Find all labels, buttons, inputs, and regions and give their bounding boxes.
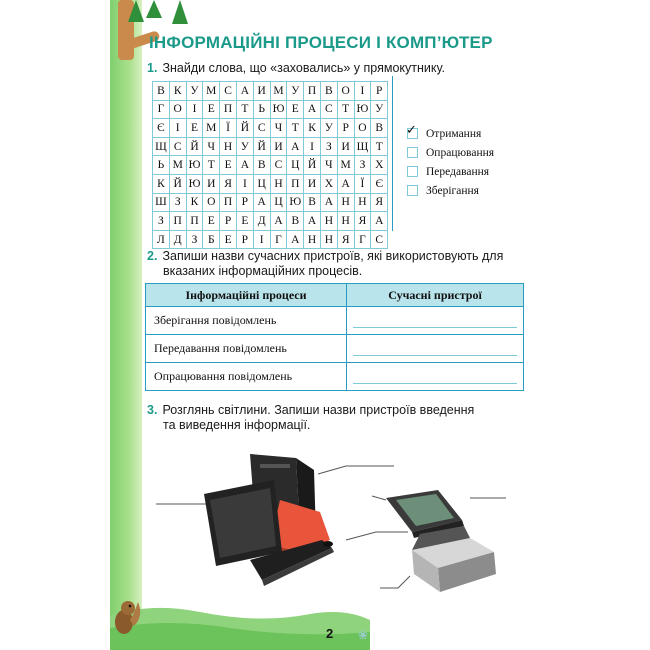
grid-letter-cell[interactable]: А — [287, 137, 304, 156]
letter-grid — [152, 81, 388, 249]
grid-letter-cell[interactable]: И — [304, 174, 321, 193]
grid-letter-cell[interactable]: Р — [236, 230, 253, 249]
grid-letter-cell[interactable]: Ю — [186, 156, 203, 175]
grid-letter-cell[interactable]: С — [270, 156, 287, 175]
grid-letter-cell[interactable]: У — [320, 119, 337, 138]
checkbox[interactable] — [407, 166, 418, 177]
grid-letter-cell[interactable]: М — [203, 82, 220, 101]
grid-letter-cell[interactable]: І — [304, 137, 321, 156]
checkmark-icon: ✓ — [406, 123, 417, 138]
grid-letter-cell[interactable]: Х — [371, 156, 388, 175]
grid-letter-cell[interactable]: К — [304, 119, 321, 138]
grid-letter-cell[interactable]: В — [253, 156, 270, 175]
grid-letter-cell[interactable]: О — [337, 82, 354, 101]
grid-letter-cell[interactable]: Ц — [287, 156, 304, 175]
grid-letter-cell[interactable]: Р — [236, 193, 253, 212]
grid-row — [153, 100, 388, 119]
grid-letter-cell[interactable]: Н — [337, 212, 354, 231]
grid-letter-cell[interactable]: Р — [337, 119, 354, 138]
grid-row — [153, 212, 388, 231]
grid-letter-cell[interactable]: З — [186, 230, 203, 249]
device-answer-field[interactable] — [347, 335, 524, 363]
monitor-icon — [204, 480, 282, 566]
grid-letter-cell[interactable]: Л — [153, 230, 170, 249]
processes-table — [145, 283, 524, 391]
grid-letter-cell[interactable]: Я — [220, 174, 237, 193]
grid-letter-cell[interactable]: П — [186, 212, 203, 231]
grid-letter-cell[interactable]: Ч — [270, 119, 287, 138]
fir-tree-icon — [146, 0, 162, 18]
grid-letter-cell[interactable]: У — [236, 137, 253, 156]
grid-letter-cell[interactable]: В — [320, 82, 337, 101]
grid-letter-cell[interactable]: У — [186, 82, 203, 101]
mouse-icon — [323, 541, 333, 547]
grid-letter-cell[interactable]: Є — [153, 119, 170, 138]
answer-line[interactable] — [346, 532, 408, 540]
grid-letter-cell[interactable]: В — [371, 119, 388, 138]
grid-letter-cell[interactable]: Г — [354, 230, 371, 249]
grid-letter-cell[interactable]: О — [354, 119, 371, 138]
grid-letter-cell[interactable]: К — [169, 82, 186, 101]
grid-letter-cell[interactable]: І — [236, 174, 253, 193]
process-cell: Зберігання повідомлень — [146, 307, 347, 335]
grid-letter-cell[interactable]: З — [354, 156, 371, 175]
grid-letter-cell[interactable]: Є — [371, 174, 388, 193]
grid-row — [153, 193, 388, 212]
grid-row — [153, 119, 388, 138]
grid-letter-cell[interactable]: А — [236, 82, 253, 101]
grid-letter-cell[interactable]: Р — [371, 82, 388, 101]
task-number: 2. — [147, 249, 158, 263]
printer-icon — [412, 526, 496, 592]
swirl-ornament-icon: ❀ — [358, 628, 369, 642]
task-3-instruction — [147, 403, 474, 433]
grid-letter-cell[interactable]: С — [371, 230, 388, 249]
task-text: Знайди слова, що «заховались» у прямокутнику. — [162, 61, 445, 75]
grid-letter-cell[interactable]: Я — [337, 230, 354, 249]
grid-letter-cell[interactable]: Ю — [186, 174, 203, 193]
answer-checklist — [407, 124, 494, 200]
grid-letter-cell[interactable]: В — [304, 193, 321, 212]
column-header: Інформаційні процеси — [146, 284, 347, 307]
grid-letter-cell[interactable]: А — [371, 212, 388, 231]
grid-letter-cell[interactable]: И — [337, 137, 354, 156]
task-text-line-1: Запиши назви сучасних пристроїв, які використовують для — [162, 249, 504, 263]
table-row — [146, 363, 524, 391]
grid-letter-cell[interactable]: А — [236, 156, 253, 175]
grid-letter-cell[interactable]: Е — [220, 230, 237, 249]
grid-letter-cell[interactable]: А — [287, 230, 304, 249]
grid-letter-cell[interactable]: Й — [169, 174, 186, 193]
grid-letter-cell[interactable]: Н — [304, 230, 321, 249]
answer-line[interactable] — [380, 576, 410, 588]
grid-letter-cell[interactable]: Г — [153, 100, 170, 119]
grid-letter-cell[interactable]: І — [253, 230, 270, 249]
grid-letter-cell[interactable]: В — [153, 82, 170, 101]
grid-letter-cell[interactable]: П — [169, 212, 186, 231]
grid-letter-cell[interactable]: Р — [220, 212, 237, 231]
grid-letter-cell[interactable]: С — [253, 119, 270, 138]
column-header: Сучасні пристрої — [347, 284, 524, 307]
grid-letter-cell[interactable]: Т — [236, 100, 253, 119]
grid-letter-cell[interactable]: З — [153, 212, 170, 231]
grid-letter-cell[interactable]: Т — [371, 137, 388, 156]
grid-letter-cell[interactable]: М — [203, 119, 220, 138]
page-title: ІНФОРМАЦІЙНІ ПРОЦЕСИ І КОМП’ЮТЕР — [149, 33, 493, 52]
fir-tree-icon — [128, 0, 144, 22]
task-text-line-2: вказаних інформаційних процесів. — [163, 264, 363, 278]
grid-letter-cell[interactable]: Е — [236, 212, 253, 231]
grid-letter-cell[interactable]: Т — [203, 156, 220, 175]
checkbox[interactable] — [407, 185, 418, 196]
grid-letter-cell[interactable]: А — [320, 193, 337, 212]
decorative-green-band — [110, 0, 142, 650]
grid-letter-cell[interactable]: Ц — [253, 174, 270, 193]
grid-letter-cell[interactable]: Я — [371, 193, 388, 212]
checklist-label: Отримання — [426, 127, 482, 140]
grid-letter-cell[interactable]: Н — [337, 193, 354, 212]
grid-letter-cell[interactable]: Ц — [270, 193, 287, 212]
grid-letter-cell[interactable]: А — [304, 212, 321, 231]
fir-tree-icon — [172, 0, 188, 24]
task-text-line-1: Розглянь світлини. Запиши назви пристроїв введення — [162, 403, 475, 417]
devices-illustration — [150, 440, 530, 600]
grid-letter-cell[interactable]: Х — [320, 174, 337, 193]
checklist-label: Зберігання — [426, 184, 479, 197]
table-row — [146, 307, 524, 335]
grid-row — [153, 82, 388, 101]
device-answer-field[interactable] — [347, 363, 524, 391]
checkbox[interactable] — [406, 123, 418, 139]
task-text-line-2: та виведення інформації. — [163, 418, 311, 432]
grid-row — [153, 156, 388, 175]
grid-letter-cell[interactable]: Е — [287, 100, 304, 119]
grid-letter-cell[interactable]: Н — [320, 230, 337, 249]
grid-letter-cell[interactable]: Й — [253, 137, 270, 156]
grid-letter-cell[interactable]: Ї — [354, 174, 371, 193]
grid-letter-cell[interactable]: З — [169, 193, 186, 212]
grid-letter-cell[interactable]: Т — [337, 100, 354, 119]
grid-letter-cell[interactable]: У — [287, 82, 304, 101]
grid-letter-cell[interactable]: Е — [203, 100, 220, 119]
checklist-item — [407, 124, 494, 143]
grid-letter-cell[interactable]: К — [186, 193, 203, 212]
grid-letter-cell[interactable]: Я — [354, 212, 371, 231]
grid-letter-cell[interactable]: И — [270, 137, 287, 156]
grid-letter-cell[interactable]: Н — [354, 193, 371, 212]
grid-row — [153, 137, 388, 156]
grid-letter-cell[interactable]: О — [169, 100, 186, 119]
grid-row — [153, 174, 388, 193]
grid-letter-cell[interactable]: Н — [320, 212, 337, 231]
table-row — [146, 335, 524, 363]
grid-letter-cell[interactable]: А — [304, 100, 321, 119]
grid-letter-cell[interactable]: Н — [220, 137, 237, 156]
grid-letter-cell[interactable]: Д — [253, 212, 270, 231]
checklist-item — [407, 143, 494, 162]
grid-letter-cell[interactable]: О — [203, 193, 220, 212]
grid-letter-cell[interactable]: С — [220, 82, 237, 101]
grid-letter-cell[interactable]: А — [270, 212, 287, 231]
grid-row — [153, 230, 388, 249]
page-number: 2 — [326, 626, 334, 641]
task-2-instruction — [147, 249, 503, 279]
grid-letter-cell[interactable]: Д — [169, 230, 186, 249]
grid-letter-cell[interactable]: Щ — [354, 137, 371, 156]
grid-letter-cell[interactable]: Й — [236, 119, 253, 138]
grid-letter-cell[interactable]: А — [253, 193, 270, 212]
checklist-item — [407, 162, 494, 181]
grid-letter-cell[interactable]: Щ — [153, 137, 170, 156]
process-cell: Передавання повідомлень — [146, 335, 347, 363]
grid-letter-cell[interactable]: М — [270, 82, 287, 101]
squirrel-icon — [112, 596, 144, 638]
grid-letter-cell[interactable]: Ч — [320, 156, 337, 175]
grid-letter-cell[interactable]: Е — [220, 156, 237, 175]
grid-letter-cell[interactable]: І — [169, 119, 186, 138]
task-number: 3. — [147, 403, 158, 417]
grid-letter-cell[interactable]: У — [371, 100, 388, 119]
grid-letter-cell[interactable]: Т — [287, 119, 304, 138]
grid-letter-cell[interactable]: З — [320, 137, 337, 156]
grid-letter-cell[interactable]: А — [337, 174, 354, 193]
grid-letter-cell[interactable]: В — [287, 212, 304, 231]
grid-letter-cell[interactable]: М — [169, 156, 186, 175]
table-header-row — [146, 284, 524, 307]
checklist-label: Передавання — [426, 165, 490, 178]
checkbox[interactable] — [407, 147, 418, 158]
grid-letter-cell[interactable]: Е — [186, 119, 203, 138]
grid-letter-cell[interactable]: С — [169, 137, 186, 156]
grid-letter-cell[interactable]: П — [304, 82, 321, 101]
grid-letter-cell[interactable]: Й — [304, 156, 321, 175]
grid-letter-cell[interactable]: Ї — [220, 119, 237, 138]
grid-letter-cell[interactable]: Ч — [203, 137, 220, 156]
grid-letter-cell[interactable]: Ш — [153, 193, 170, 212]
grid-letter-cell[interactable]: И — [203, 174, 220, 193]
grid-letter-cell[interactable]: П — [220, 193, 237, 212]
device-answer-field[interactable] — [347, 307, 524, 335]
grid-letter-cell[interactable]: С — [320, 100, 337, 119]
checklist-label: Опрацювання — [426, 146, 495, 159]
grid-letter-cell[interactable]: М — [337, 156, 354, 175]
grid-letter-cell[interactable]: Ю — [287, 193, 304, 212]
task-1-instruction — [147, 61, 445, 76]
grid-letter-cell[interactable]: Ю — [270, 100, 287, 119]
grid-letter-cell[interactable]: Ь — [153, 156, 170, 175]
answer-line[interactable] — [318, 466, 394, 474]
grid-divider-line — [392, 76, 393, 231]
grid-letter-cell[interactable]: Е — [203, 212, 220, 231]
grid-letter-cell[interactable]: Ь — [253, 100, 270, 119]
grid-letter-cell[interactable]: К — [153, 174, 170, 193]
answer-line[interactable] — [372, 496, 386, 500]
task-number: 1. — [147, 61, 158, 75]
grid-letter-cell[interactable]: Г — [270, 230, 287, 249]
checklist-item — [407, 181, 494, 200]
grid-letter-cell[interactable]: П — [287, 174, 304, 193]
grid-letter-cell[interactable]: І — [186, 100, 203, 119]
grid-letter-cell[interactable]: Ю — [354, 100, 371, 119]
grid-letter-cell[interactable]: Б — [203, 230, 220, 249]
grid-letter-cell[interactable]: Н — [270, 174, 287, 193]
grid-letter-cell[interactable]: І — [354, 82, 371, 101]
grid-letter-cell[interactable]: П — [220, 100, 237, 119]
grid-letter-cell[interactable]: И — [253, 82, 270, 101]
grid-letter-cell[interactable]: Й — [186, 137, 203, 156]
process-cell: Опрацювання повідомлень — [146, 363, 347, 391]
